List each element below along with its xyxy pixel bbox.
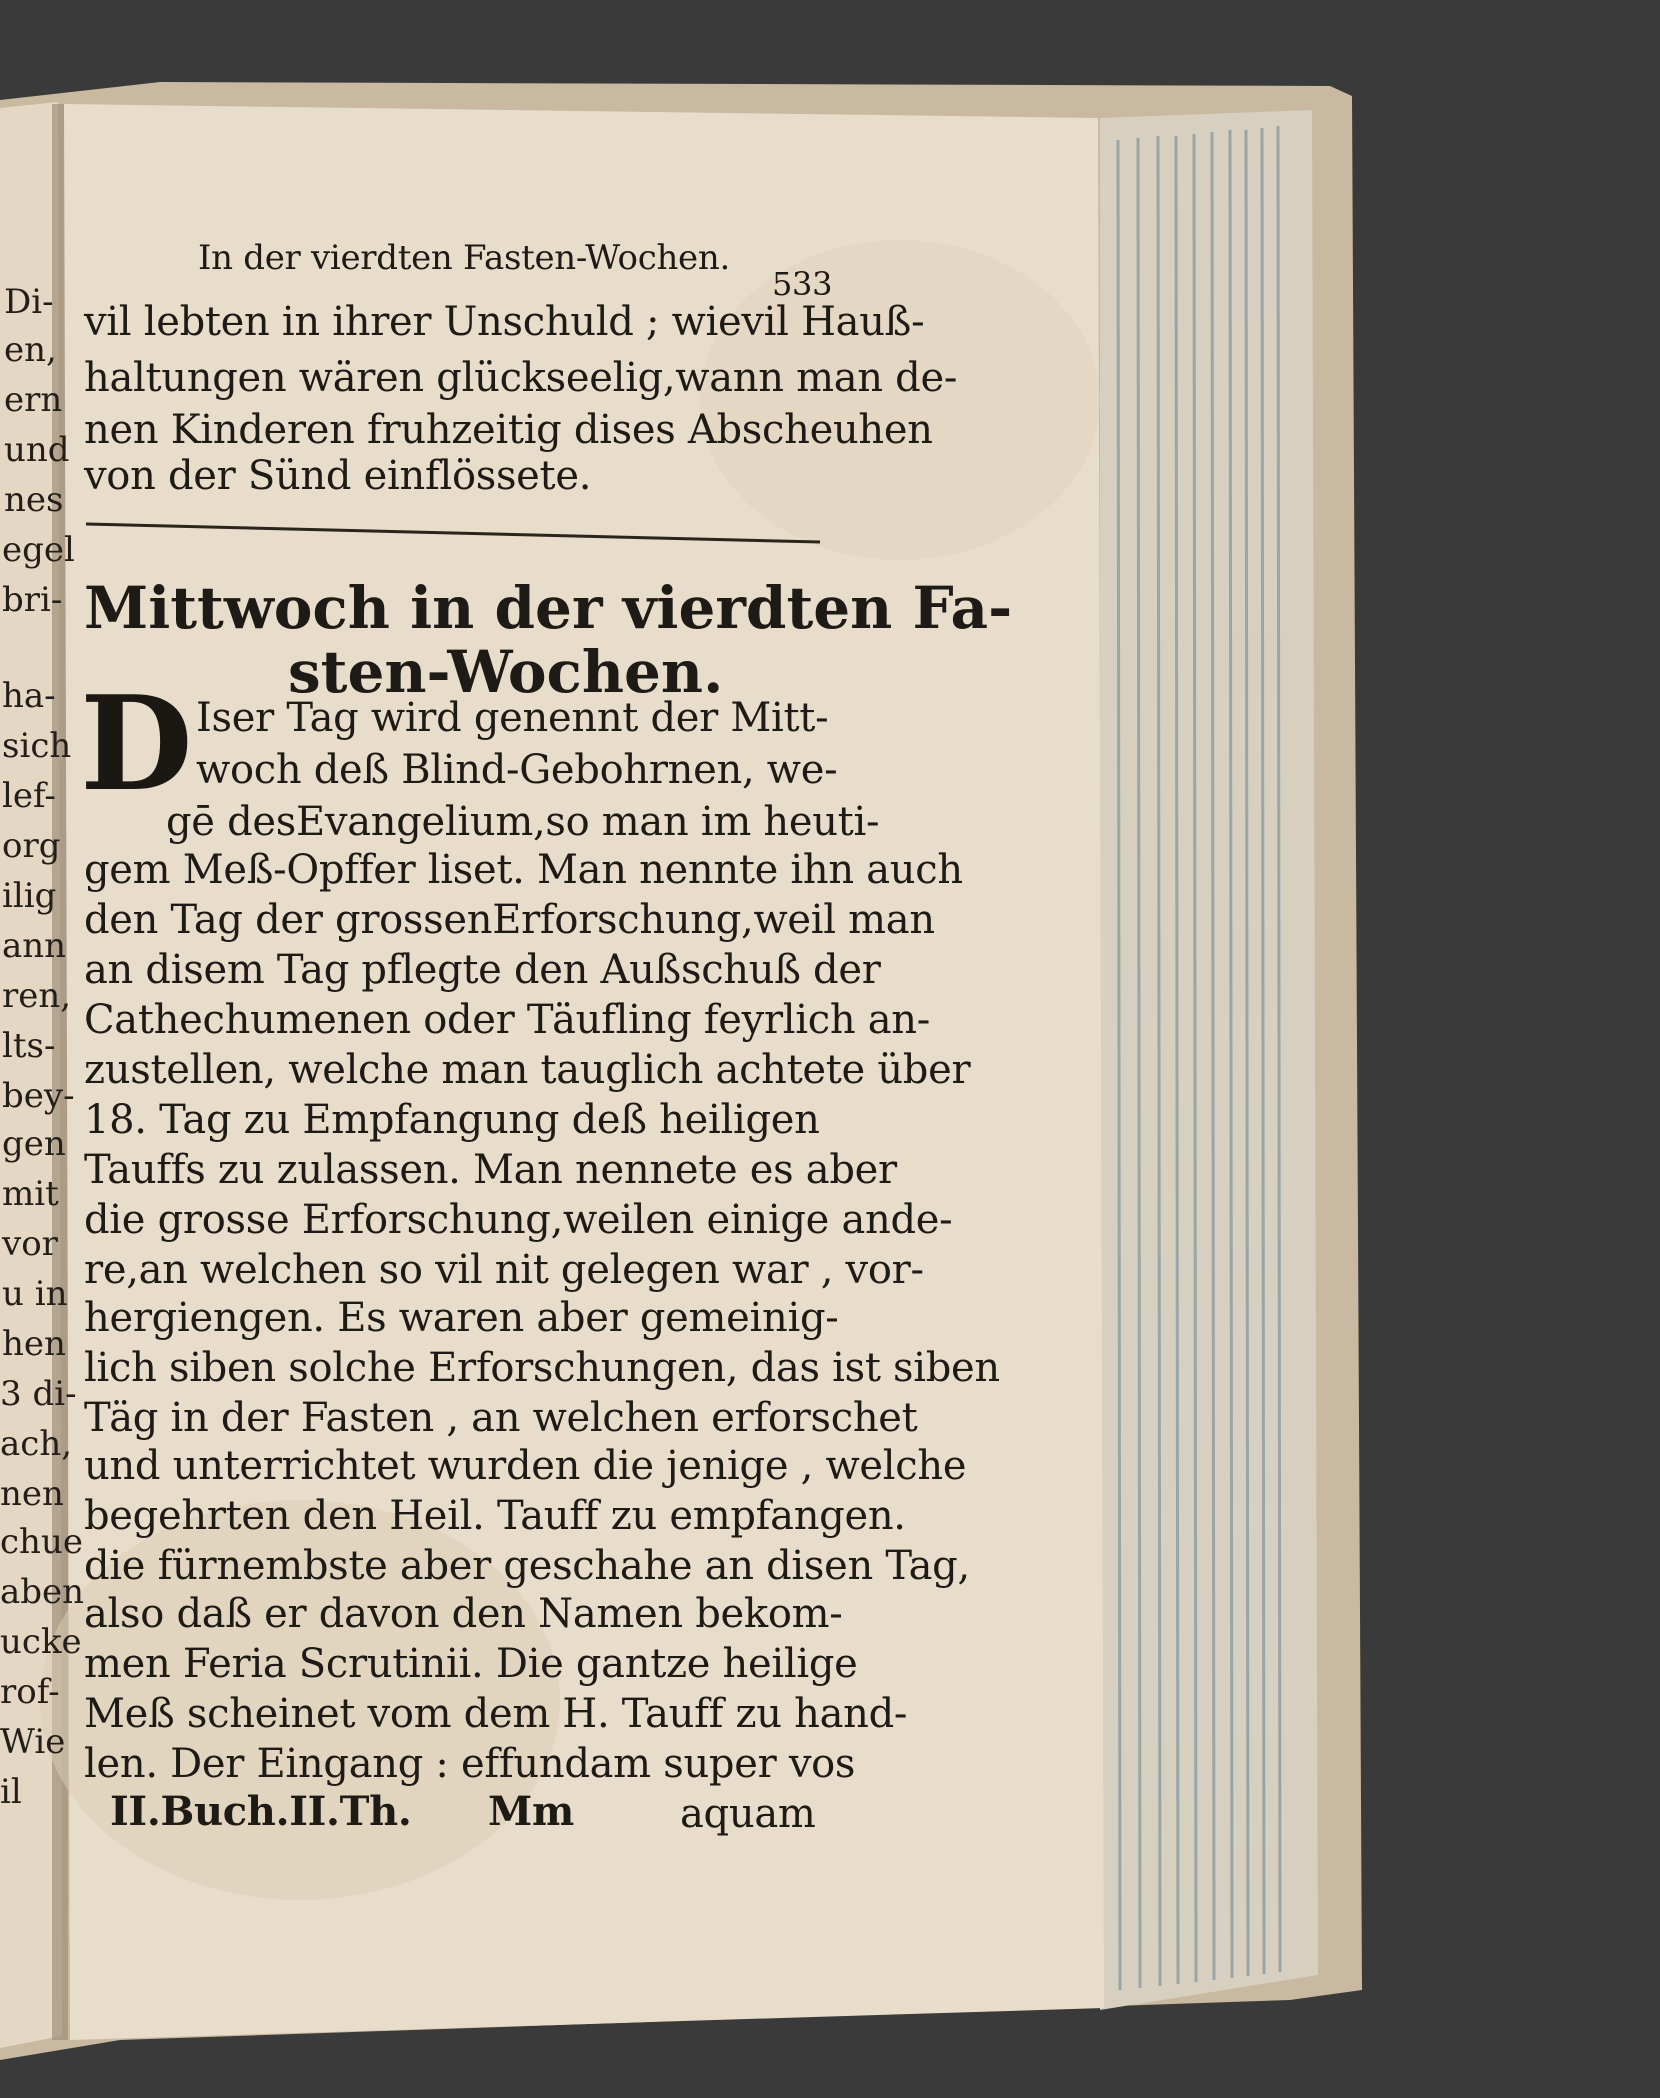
facing-fragment: vor xyxy=(2,1224,58,1264)
body-line: men Feria Scrutinii. Die gantze heilige xyxy=(84,1641,858,1687)
body-line: gē desEvangelium,so man im heuti- xyxy=(166,799,880,845)
facing-fragment: bri- xyxy=(2,580,63,620)
body-line: 18. Tag zu Empfangung deß heiligen xyxy=(84,1097,820,1143)
facing-fragment: ach, xyxy=(0,1424,73,1464)
facing-fragment: ren, xyxy=(2,976,72,1016)
facing-fragment: gen xyxy=(2,1124,66,1164)
facing-fragment: nes xyxy=(4,480,64,520)
facing-fragment: mit xyxy=(2,1174,59,1214)
facing-fragment: Di- xyxy=(4,282,54,322)
page-number: 533 xyxy=(772,265,833,303)
body-line: und unterrichtet wurden die jenige , welche xyxy=(84,1443,967,1489)
body-line: Täg in der Fasten , an welchen erforschet xyxy=(84,1395,918,1441)
gathering-mark: Mm xyxy=(488,1788,575,1835)
body-line: lich siben solche Erforschungen, das ist siben xyxy=(84,1345,1000,1391)
body-line: re,an welchen so vil nit gelegen war , vor- xyxy=(84,1247,924,1293)
facing-fragment: bey- xyxy=(2,1076,75,1116)
body-line: an disem Tag pflegte den Außschuß der xyxy=(84,947,881,993)
signature-mark: II.Buch.II.Th. xyxy=(110,1788,412,1835)
drop-cap: D xyxy=(80,667,193,820)
body-line: die grosse Erforschung,weilen einige ande- xyxy=(84,1197,953,1243)
facing-fragment: lef- xyxy=(2,776,56,816)
body-line: also daß er davon den Namen bekom- xyxy=(84,1591,843,1637)
body-line: woch deß Blind-Gebohrnen, we- xyxy=(196,747,838,793)
facing-fragment: rof- xyxy=(0,1672,60,1712)
top-line: von der Sünd einflössete. xyxy=(84,453,592,499)
facing-fragment: 3 di- xyxy=(0,1374,77,1414)
section-title: sten-Wochen. xyxy=(288,638,724,706)
top-line: nen Kinderen fruhzeitig dises Abscheuhen xyxy=(84,407,933,453)
facing-fragment: nen xyxy=(0,1474,64,1514)
facing-fragment: aben xyxy=(0,1572,85,1612)
facing-fragment: ha- xyxy=(2,676,56,716)
body-line: len. Der Eingang : effundam super vos xyxy=(84,1741,856,1787)
section-title: Mittwoch in der vierdten Fa- xyxy=(84,574,1013,642)
top-line: haltungen wären glückseelig,wann man de- xyxy=(84,355,958,401)
facing-fragment: org xyxy=(2,826,61,866)
top-line: vil lebten in ihrer Unschuld ; wievil Hauß- xyxy=(84,299,925,345)
facing-fragment: lts- xyxy=(2,1026,56,1066)
facing-fragment: ann xyxy=(2,926,67,966)
body-line: den Tag der grossenErforschung,weil man xyxy=(84,897,935,943)
facing-fragment: Wie xyxy=(0,1722,66,1762)
body-line: zustellen, welche man tauglich achtete über xyxy=(84,1047,971,1093)
body-line: Iser Tag wird genennt der Mitt- xyxy=(196,695,829,741)
body-line: Meß scheinet vom dem H. Tauff zu hand- xyxy=(84,1691,908,1737)
facing-fragment: und xyxy=(4,430,70,470)
body-line: hergiengen. Es waren aber gemeinig- xyxy=(84,1295,839,1341)
body-line: die fürnembste aber geschahe an disen Tag, xyxy=(84,1543,970,1589)
body-line: gem Meß-Opffer liset. Man nennte ihn auch xyxy=(84,847,963,893)
facing-fragment: sich xyxy=(2,726,72,766)
facing-fragment: hen xyxy=(2,1324,66,1364)
facing-fragment: ucke xyxy=(0,1622,82,1662)
facing-fragment: il xyxy=(0,1772,22,1812)
body-line: Cathechumenen oder Täufling feyrlich an- xyxy=(84,997,930,1043)
body-line: begehrten den Heil. Tauff zu empfangen. xyxy=(84,1493,906,1539)
facing-fragment: egel xyxy=(2,530,75,570)
facing-fragment: en, xyxy=(4,330,57,370)
facing-fragment: chue xyxy=(0,1522,83,1562)
facing-fragment: ilig xyxy=(2,876,57,916)
running-head: In der vierdten Fasten-Wochen. xyxy=(198,238,730,278)
facing-fragment: u in xyxy=(2,1274,68,1314)
body-line: Tauffs zu zulassen. Man nennete es aber xyxy=(84,1147,897,1193)
facing-fragment: ern xyxy=(4,380,63,420)
catchword: aquam xyxy=(680,1791,816,1837)
